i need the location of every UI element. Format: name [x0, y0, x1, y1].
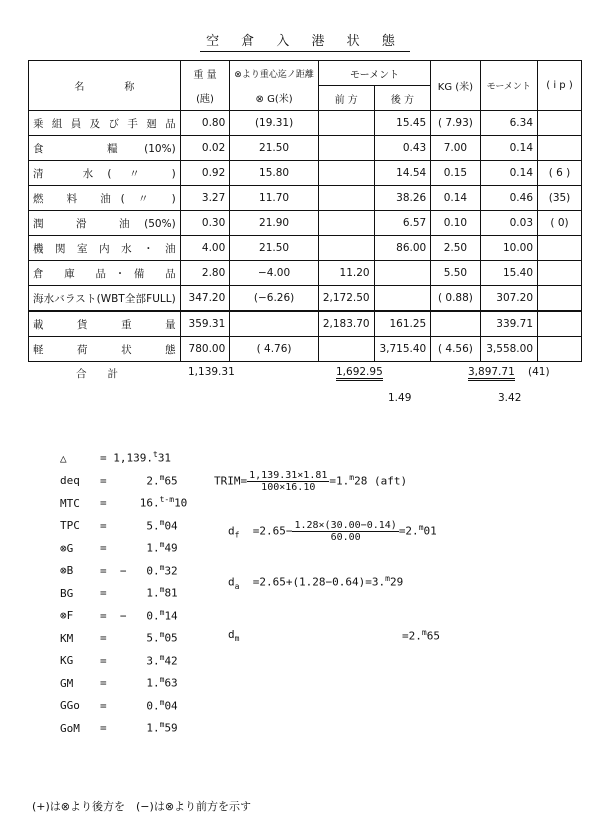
equation-label: KM: [60, 631, 74, 645]
equation-unit: m: [159, 472, 165, 482]
cell-ip: ( 6 ): [538, 161, 582, 186]
cell-kg: ( 4.56): [431, 337, 480, 362]
cell-kg: 0.14: [431, 186, 480, 211]
cell-fwd: [318, 186, 374, 211]
cell-dist: 21.50: [230, 236, 319, 261]
cell-dist: (−6.26): [230, 286, 319, 312]
cell-name: 清 水( 〃 ): [29, 161, 181, 186]
cell-vmom: 15.40: [480, 261, 537, 286]
equation-decimal: 59: [164, 721, 178, 735]
equation-label: GM: [60, 676, 74, 690]
cell-ip: [538, 236, 582, 261]
header-name: 名 称: [29, 61, 181, 111]
equation-value: = 1.: [100, 586, 160, 600]
equation-unit: m: [159, 562, 165, 572]
cell-name: 軽 荷 状 態: [29, 337, 181, 362]
cell-aft: [374, 286, 431, 312]
equation-decimal: 05: [164, 631, 178, 645]
equation-label: GoM: [60, 721, 80, 735]
table-row: [29, 311, 582, 337]
cell-fwd: 11.20: [318, 261, 374, 286]
cell-weight: 347.20: [180, 286, 230, 312]
equation-decimal: 81: [164, 586, 178, 600]
equation-value: = 1.: [100, 721, 160, 735]
totals-ip: (41): [528, 366, 550, 378]
cell-vmom: 0.14: [480, 136, 537, 161]
equation-line: [60, 698, 178, 713]
table-row: [29, 211, 582, 236]
cell-vmom: 0.46: [480, 186, 537, 211]
equation-unit: t: [152, 450, 158, 459]
totals-row: [28, 366, 582, 406]
cell-name: 倉 庫 品・備 品: [29, 261, 181, 286]
equation-line: [60, 653, 178, 668]
cell-dist: 21.50: [230, 136, 319, 161]
equation-line: [60, 563, 178, 578]
cell-fwd: 2,172.50: [318, 286, 374, 312]
df-formula: $d_f =2.65-$ $\frac{1.28\times(30.00-0.14)}{60.00}$ =2.$^m$01: [228, 520, 437, 543]
cell-kg: ( 7.93): [431, 111, 480, 136]
table-row: [29, 261, 582, 286]
equation-unit: m: [159, 675, 165, 684]
cell-fwd: [318, 211, 374, 236]
cell-dist: [230, 311, 319, 337]
equation-value: = 5.: [100, 519, 160, 533]
vmom-ratio: 3.42: [498, 392, 522, 404]
equation-label: △: [60, 451, 67, 465]
cell-dist: 11.70: [230, 186, 319, 211]
equation-decimal: 63: [164, 676, 178, 690]
cell-name: 海水バラスト(WBT全部FULL): [29, 286, 181, 312]
table-row: [29, 111, 582, 136]
cell-ip: [538, 337, 582, 362]
trim-formula: TRIM= $\frac{1,139.31\times 1.81}{100\times 16.10}$ =1.$^m$28 (aft): [214, 470, 408, 493]
cell-aft: 38.26: [374, 186, 431, 211]
equation-value: = 1,139.: [100, 451, 153, 465]
cell-weight: 3.27: [180, 186, 230, 211]
table-row: [29, 136, 582, 161]
cell-weight: 4.00: [180, 236, 230, 261]
cell-dist: 21.90: [230, 211, 319, 236]
dm-formula: $d_m$ =2.$^m$65: [228, 628, 440, 644]
equation-label: MTC: [60, 496, 80, 510]
equation-unit: m: [159, 630, 165, 639]
equation-unit: m: [159, 697, 165, 707]
cell-ip: [538, 136, 582, 161]
cell-fwd: 2,183.70: [318, 311, 374, 337]
equation-label: BG: [60, 586, 74, 600]
header-ip: ( i p ): [538, 61, 582, 111]
cell-vmom: 307.20: [480, 286, 537, 312]
equation-value: = − 0.: [100, 609, 160, 623]
cell-kg: ( 0.88): [431, 286, 480, 312]
cell-name: 食 糧(10%): [29, 136, 181, 161]
equation-value: = 0.: [100, 699, 160, 713]
cell-vmom: 3,558.00: [480, 337, 537, 362]
cell-fwd: [318, 136, 374, 161]
cell-dist: ( 4.76): [230, 337, 319, 362]
cell-vmom: 339.71: [480, 311, 537, 337]
table-row: [29, 186, 582, 211]
cell-name: 燃 料 油( 〃 ): [29, 186, 181, 211]
equation-label: KG: [60, 654, 74, 668]
cell-name: 載 貨 重 量: [29, 311, 181, 337]
cell-aft: 3,715.40: [374, 337, 431, 362]
equation-label: ⊗F: [60, 609, 74, 623]
equation-line: [60, 630, 178, 645]
equation-value: = 2.: [100, 474, 160, 488]
totals-aft: 1,692.95: [336, 366, 383, 381]
cell-fwd: [318, 236, 374, 261]
table-row: [29, 161, 582, 186]
equation-line: [60, 450, 171, 465]
equation-value: = 16.: [100, 496, 160, 510]
equation-line: [60, 585, 178, 600]
cell-aft: 15.45: [374, 111, 431, 136]
cell-fwd: [318, 161, 374, 186]
cell-kg: 0.10: [431, 211, 480, 236]
cell-weight: 780.00: [180, 337, 230, 362]
equation-label: GGo: [60, 699, 80, 713]
cell-ip: ( 0): [538, 211, 582, 236]
equation-decimal: 14: [164, 609, 178, 623]
header-weight-unit: (瓲): [180, 86, 230, 111]
cell-aft: 0.43: [374, 136, 431, 161]
cell-fwd: [318, 337, 374, 362]
cell-ip: [538, 261, 582, 286]
equation-unit: m: [159, 720, 165, 729]
cell-vmom: 10.00: [480, 236, 537, 261]
equation-line: [60, 720, 178, 735]
cell-weight: 0.80: [180, 111, 230, 136]
totals-label: 合 計: [76, 368, 118, 380]
cell-vmom: 0.03: [480, 211, 537, 236]
equation-label: ⊗G: [60, 541, 74, 555]
cell-kg: 7.00: [431, 136, 480, 161]
equation-line: [60, 473, 178, 488]
loading-table: [28, 60, 582, 362]
equation-line: [60, 495, 187, 510]
equation-label: deq: [60, 474, 80, 488]
cell-weight: 0.92: [180, 161, 230, 186]
equation-line: [60, 540, 178, 555]
equation-label: ⊗B: [60, 564, 74, 578]
equation-value: = 3.: [100, 654, 160, 668]
header-aft: 後 方: [374, 86, 431, 111]
footnote: (+)は⊗より後方を (−)は⊗より前方を示す: [32, 800, 252, 813]
equation-value: = 5.: [100, 631, 160, 645]
cell-aft: 14.54: [374, 161, 431, 186]
cell-kg: 0.15: [431, 161, 480, 186]
equation-value: = 1.: [100, 676, 160, 690]
equation-decimal: 31: [157, 451, 172, 465]
header-vertical-moment: モーメント: [480, 61, 537, 111]
equation-decimal: 10: [174, 496, 188, 510]
cell-dist: 15.80: [230, 161, 319, 186]
equation-decimal: 65: [164, 474, 178, 488]
cell-kg: 5.50: [431, 261, 480, 286]
cell-dist: (19.31): [230, 111, 319, 136]
header-forward: 前 方: [318, 86, 374, 111]
header-kg: KG (米): [431, 61, 480, 111]
equation-decimal: 49: [164, 541, 178, 555]
cell-weight: 0.30: [180, 211, 230, 236]
header-distance: ⊗より重心迄ノ距離: [230, 61, 319, 86]
header-moment: モーメント: [318, 61, 430, 86]
cell-kg: 2.50: [431, 236, 480, 261]
cell-aft: 6.57: [374, 211, 431, 236]
header-weight: 重 量: [180, 61, 230, 86]
totals-vertical-moment: 3,897.71: [468, 366, 515, 381]
cell-kg: [431, 311, 480, 337]
cell-aft: 161.25: [374, 311, 431, 337]
cell-ip: (35): [538, 186, 582, 211]
aft-ratio: 1.49: [388, 392, 412, 404]
da-formula: $d_a =2.65+(1.28-0.64)=3.^m29$: [228, 574, 404, 591]
equation-unit: m: [159, 517, 165, 527]
totals-weight: 1,139.31: [188, 366, 235, 378]
equation-unit: m: [159, 607, 165, 617]
equation-unit: m: [159, 540, 165, 549]
equation-unit: t-m: [159, 495, 175, 504]
equation-label: TPC: [60, 519, 80, 533]
cell-dist: −4.00: [230, 261, 319, 286]
cell-ip: [538, 286, 582, 312]
equation-decimal: 04: [164, 519, 178, 533]
equation-line: [60, 675, 178, 690]
cell-vmom: 6.34: [480, 111, 537, 136]
cell-weight: 0.02: [180, 136, 230, 161]
page-title: 空 倉 入 港 状 態: [200, 30, 410, 52]
cell-name: 乗組員及び手廻品: [29, 111, 181, 136]
cell-name: 機関室内水・油: [29, 236, 181, 261]
cell-ip: [538, 311, 582, 337]
equation-value: = − 0.: [100, 564, 160, 578]
equation-line: [60, 518, 178, 533]
cell-aft: 86.00: [374, 236, 431, 261]
table-row: [29, 286, 582, 312]
equation-line: [60, 608, 178, 623]
cell-weight: 359.31: [180, 311, 230, 337]
cell-vmom: 0.14: [480, 161, 537, 186]
equation-decimal: 32: [164, 564, 178, 578]
table-row: [29, 236, 582, 261]
equation-unit: m: [159, 652, 165, 662]
cell-ip: [538, 111, 582, 136]
cell-fwd: [318, 111, 374, 136]
cell-weight: 2.80: [180, 261, 230, 286]
header-distance-unit: ⊗ G(米): [230, 86, 319, 111]
equation-decimal: 04: [164, 699, 178, 713]
table-row: [29, 337, 582, 362]
cell-aft: [374, 261, 431, 286]
equation-value: = 1.: [100, 541, 160, 555]
cell-name: 潤 滑 油(50%): [29, 211, 181, 236]
equation-decimal: 42: [164, 654, 178, 668]
equation-unit: m: [159, 585, 165, 594]
